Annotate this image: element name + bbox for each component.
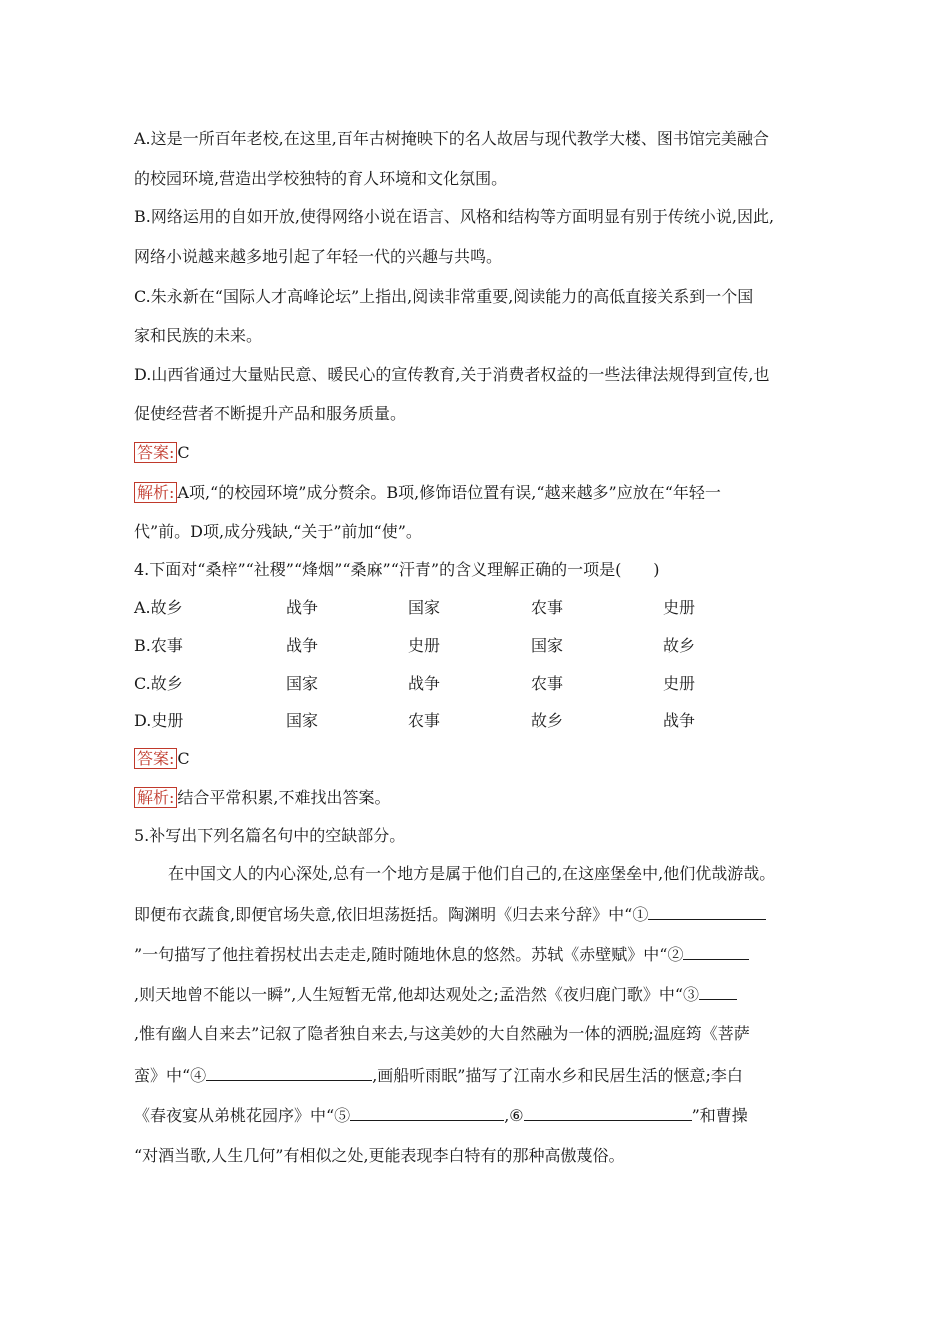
option-d-line-2: 促使经营者不断提升产品和服务质量。 — [134, 404, 407, 423]
q4-cell: 史册 — [663, 674, 696, 693]
answer-tag: 答案: — [134, 748, 177, 769]
q4-option-row — [134, 597, 814, 619]
q4-cell: B.农事 — [134, 636, 183, 655]
q4-cell: 史册 — [663, 598, 696, 617]
question-5-stem: 5.补写出下列名篇名句中的空缺部分。 — [134, 826, 406, 845]
option-c-line-1: C.朱永新在“国际人才高峰论坛”上指出,阅读非常重要,阅读能力的高低直接关系到一个国 — [134, 287, 754, 306]
q4-cell: 国家 — [286, 674, 319, 693]
q4-cell: A.故乡 — [134, 598, 183, 617]
option-b-line-2: 网络小说越来越多地引起了年轻一代的兴趣与共鸣。 — [134, 247, 503, 266]
q5-para-line-6 — [134, 1064, 743, 1087]
option-b-line-1: B.网络运用的自如开放,使得网络小说在语言、风格和结构等方面明显有别于传统小说,因此, — [134, 207, 775, 226]
fill-blank-4[interactable] — [206, 1064, 372, 1081]
q4-cell: 国家 — [531, 636, 564, 655]
answer-value: C — [177, 749, 190, 768]
q5-para-line-7 — [134, 1104, 748, 1127]
q4-cell: 战争 — [286, 636, 319, 655]
q3-analysis-line-2: 代”前。D项,成分残缺,“关于”前加“使”。 — [134, 522, 422, 541]
q5-text: ,则天地曾不能以一瞬”,人生短暂无常,他却达观处之;孟浩然《夜归鹿门歌》中“③ — [134, 985, 700, 1004]
q5-text: ”一句描写了他拄着拐杖出去走走,随时随地休息的悠然。苏轼《赤壁赋》中“② — [134, 945, 684, 964]
q5-text: ,画船听雨眠”描写了江南水乡和民居生活的惬意;李白 — [372, 1066, 743, 1085]
q4-cell: 史册 — [408, 636, 441, 655]
q4-cell: 农事 — [531, 674, 564, 693]
q4-option-row — [134, 673, 814, 695]
q5-para-line-1: 在中国文人的内心深处,总有一个地方是属于他们自己的,在这座堡垒中,他们优哉游哉。 — [168, 864, 776, 883]
option-c-line-2: 家和民族的未来。 — [134, 326, 263, 345]
analysis-tag: 解析: — [134, 787, 177, 808]
q5-text: 蛮》中“④ — [134, 1066, 207, 1085]
question-4-stem: 4.下面对“桑梓”“社稷”“烽烟”“桑麻”“汗青”的含义理解正确的一项是( ) — [134, 560, 660, 579]
q3-analysis-line-1 — [134, 482, 721, 504]
q5-para-line-5: ,惟有幽人自来去”记叙了隐者独自来去,与这美妙的大自然融为一体的洒脱;温庭筠《菩萨 — [134, 1024, 750, 1043]
q5-text: ”和曹操 — [691, 1106, 748, 1125]
q3-answer — [134, 442, 190, 464]
q5-para-line-8: “对酒当歌,人生几何”有相似之处,更能表现李白特有的那种高傲蔑俗。 — [134, 1146, 625, 1165]
q4-cell: D.史册 — [134, 711, 184, 730]
q5-para-line-4 — [134, 983, 737, 1006]
q4-cell: 战争 — [286, 598, 319, 617]
q4-option-row — [134, 635, 814, 657]
answer-value: C — [177, 443, 190, 462]
q5-text: ,⑥ — [504, 1106, 524, 1125]
q4-cell: 农事 — [531, 598, 564, 617]
fill-blank-1[interactable] — [648, 903, 766, 920]
q4-cell: C.故乡 — [134, 674, 183, 693]
q4-cell: 国家 — [408, 598, 441, 617]
q5-text: 即便布衣蔬食,即便官场失意,依旧坦荡挺括。陶渊明《归去来兮辞》中“① — [134, 905, 649, 924]
option-d-line-1: D.山西省通过大量贴民意、暖民心的宣传教育,关于消费者权益的一些法律法规得到宣传,也 — [134, 365, 770, 384]
fill-blank-2[interactable] — [683, 943, 749, 960]
q4-cell: 国家 — [286, 711, 319, 730]
q4-cell: 战争 — [663, 711, 696, 730]
analysis-text: 结合平常积累,不难找出答案。 — [177, 788, 391, 807]
q4-cell: 故乡 — [531, 711, 564, 730]
q5-para-line-2 — [134, 903, 766, 926]
q4-analysis — [134, 787, 391, 809]
option-a-line-1: A.这是一所百年老校,在这里,百年古树掩映下的名人故居与现代教学大楼、图书馆完美融合 — [134, 129, 769, 148]
q5-text: 《春夜宴从弟桃花园序》中“⑤ — [134, 1106, 351, 1125]
q4-cell: 战争 — [408, 674, 441, 693]
q4-cell: 故乡 — [663, 636, 696, 655]
answer-tag: 答案: — [134, 442, 177, 463]
q4-option-row — [134, 710, 814, 732]
q5-para-line-3 — [134, 943, 749, 966]
analysis-text: A项,“的校园环境”成分赘余。B项,修饰语位置有误,“越来越多”应放在“年轻一 — [177, 483, 721, 502]
analysis-tag: 解析: — [134, 482, 177, 503]
option-a-line-2: 的校园环境,营造出学校独特的育人环境和文化氛围。 — [134, 169, 508, 188]
q4-cell: 农事 — [408, 711, 441, 730]
fill-blank-3[interactable] — [699, 983, 737, 1000]
fill-blank-5[interactable] — [350, 1104, 504, 1121]
q4-answer — [134, 748, 190, 770]
fill-blank-6[interactable] — [524, 1104, 692, 1121]
